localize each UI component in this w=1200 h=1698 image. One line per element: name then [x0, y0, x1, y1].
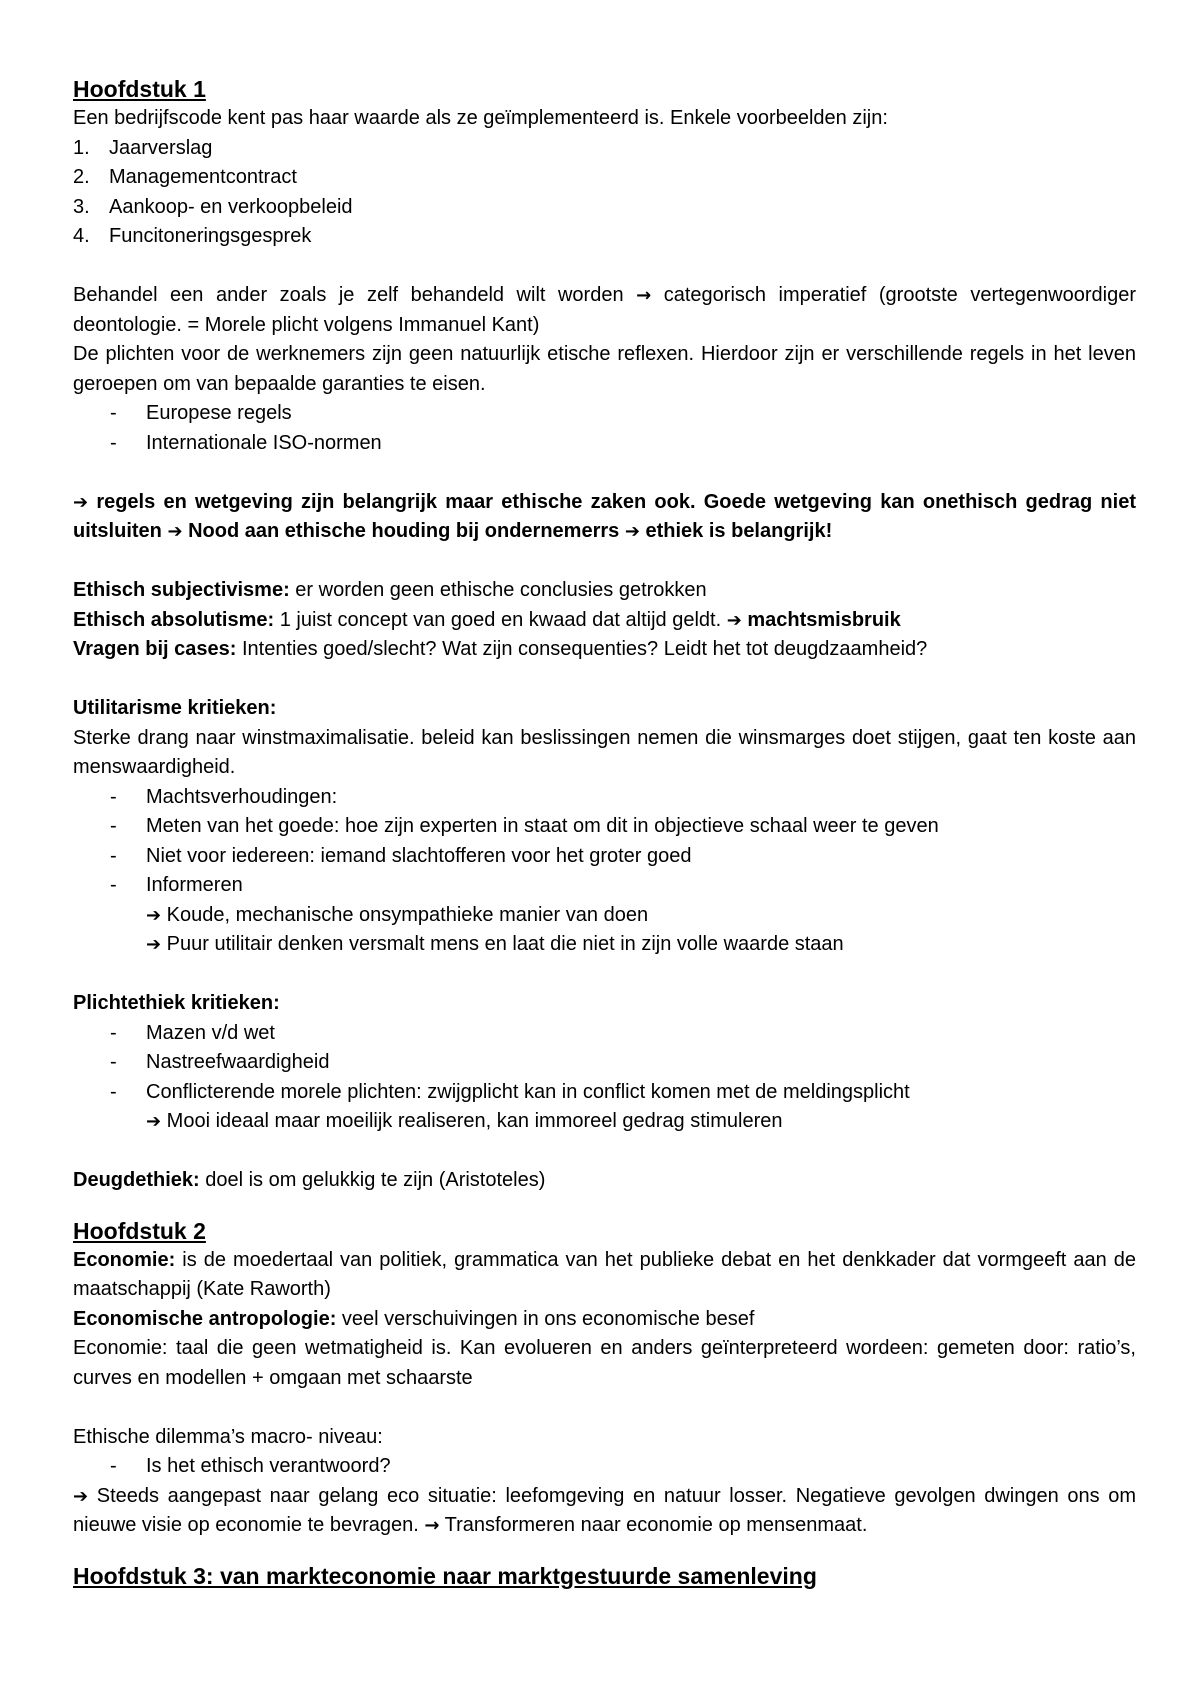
list-item: - Europese regels: [73, 399, 1136, 429]
arrow-right-icon: ➔: [146, 934, 162, 955]
plichtethiek-heading: Plichtethiek kritieken:: [73, 992, 280, 1014]
absolutisme-line: Ethisch absolutisme: 1 juist concept van goed en kwaad dat altijd geldt. ➔ machtsmisbruik: [73, 608, 901, 631]
taal-paragraph: Economie: taal die geen wetmatigheid is. Kan evolueren en anders geïnterpreteerd wordeen: gemeten door: ratio’s, curves en modellen + omgaan met schaarste: [73, 1337, 1136, 1389]
arrow-right-icon: →: [636, 285, 652, 306]
utilitarisme-heading: Utilitarisme kritieken:: [73, 697, 277, 719]
plichten-paragraph: De plichten voor de werknemers zijn geen natuurlijk etische reflexen. Hierdoor zijn er verschillende regels in het leven geroepen om van bepaalde garanties te eisen.: [73, 343, 1136, 395]
arrow-right-icon: →: [424, 1515, 440, 1536]
plichtethiek-list: [73, 1019, 1136, 1108]
list-item: 1. Jaarverslag: [73, 136, 213, 159]
vragen-line: Vragen bij cases: Intenties goed/slecht? Wat zijn consequenties? Leidt het tot deugdzaamheid?: [73, 638, 928, 660]
chapter-2-heading: Hoofdstuk 2: [73, 1217, 206, 1244]
list-item: - Machtsverhoudingen:: [73, 783, 1136, 813]
dilemma-heading: Ethische dilemma’s macro- niveau:: [73, 1425, 383, 1448]
arrow-right-icon: ➔: [167, 521, 183, 542]
bold-conclusion: ➔ regels en wetgeving zijn belangrijk maar ethische zaken ook. Goede wetgeving kan onethisch gedrag niet uitsluiten ➔ Nood aan ethische houding bij ondernemerrs ➔ ethiek is belangrijk!: [73, 490, 1136, 542]
document-page: [73, 74, 1136, 1591]
chapter-1-heading: Hoofdstuk 1: [73, 76, 206, 102]
list-item: - Meten van het goede: hoe zijn experten in staat om dit in objectieve schaal weer te geven: [73, 812, 1136, 842]
arrow-right-icon: ➔: [146, 1111, 162, 1132]
arrow-right-icon: ➔: [73, 491, 89, 513]
list-item: 3. Aankoop- en verkoopbeleid: [73, 195, 353, 218]
chapter-3-heading: Hoofdstuk 3: van markteconomie naar marktgestuurde samenleving: [73, 1562, 817, 1589]
intro-text: Een bedrijfscode kent pas haar waarde als ze geïmplementeerd is. Enkele voorbeelden zijn:: [73, 107, 888, 129]
sub-item: ➔ Mooi ideaal maar moeilijk realiseren, kan immoreel gedrag stimuleren: [146, 1110, 783, 1132]
list-item: - Conflicterende morele plichten: zwijgplicht kan in conflict komen met de meldingsplicht: [73, 1078, 1136, 1108]
deugdethiek-line: Deugdethiek: doel is om gelukkig te zijn (Aristoteles): [73, 1169, 546, 1191]
arrow-right-icon: ➔: [146, 904, 162, 926]
dilemma-list: [73, 1452, 1136, 1482]
list-item: - Internationale ISO-normen: [73, 429, 1136, 459]
subjectivisme-line: Ethisch subjectivisme: er worden geen ethische conclusies getrokken: [73, 579, 707, 601]
rules-list: [73, 399, 1136, 458]
list-item: - Informeren: [73, 871, 1136, 901]
list-item: 2. Managementcontract: [73, 166, 297, 188]
utilitarisme-list: [73, 783, 1136, 901]
arrow-right-icon: ➔: [73, 1485, 89, 1507]
list-item: - Niet voor iedereen: iemand slachtofferen voor het groter goed: [73, 842, 1136, 872]
sub-item: ➔ Koude, mechanische onsympathieke manier van doen: [146, 903, 649, 926]
economie-paragraph: Economie: is de moedertaal van politiek, grammatica van het publieke debat en het denkkader dat vormgeeft aan de maatschappij (Kate Raworth): [73, 1248, 1136, 1300]
list-item: - Is het ethisch verantwoord?: [73, 1452, 1136, 1482]
list-item: - Nastreefwaardigheid: [73, 1048, 1136, 1078]
utilitarisme-text: Sterke drang naar winstmaximalisatie. beleid kan beslissingen nemen die winsmarges doet stijgen, gaat ten koste aan menswaardigheid.: [73, 726, 1136, 778]
list-item: - Mazen v/d wet: [73, 1019, 1136, 1049]
antropologie-line: Economische antropologie: veel verschuivingen in ons economische besef: [73, 1307, 755, 1330]
arrow-right-icon: ➔: [726, 609, 742, 631]
behandel-paragraph: Behandel een ander zoals je zelf behandeld wilt worden → categorisch imperatief (grootste vertegenwoordiger deontologie. = Morele plicht volgens Immanuel Kant): [73, 284, 1136, 336]
arrow-right-icon: ➔: [624, 521, 640, 542]
sub-item: ➔ Puur utilitair denken versmalt mens en laat die niet in zijn volle waarde staan: [146, 933, 844, 955]
examples-list: [73, 134, 1136, 252]
aangepast-paragraph: ➔ Steeds aangepast naar gelang eco situatie: leefomgeving en natuur losser. Negatieve gevolgen dwingen ons om nieuwe visie op economie te bevragen. → Transformeren naar economie op mensenmaat.: [73, 1484, 1136, 1536]
list-item: 4. Funcitoneringsgesprek: [73, 225, 312, 247]
